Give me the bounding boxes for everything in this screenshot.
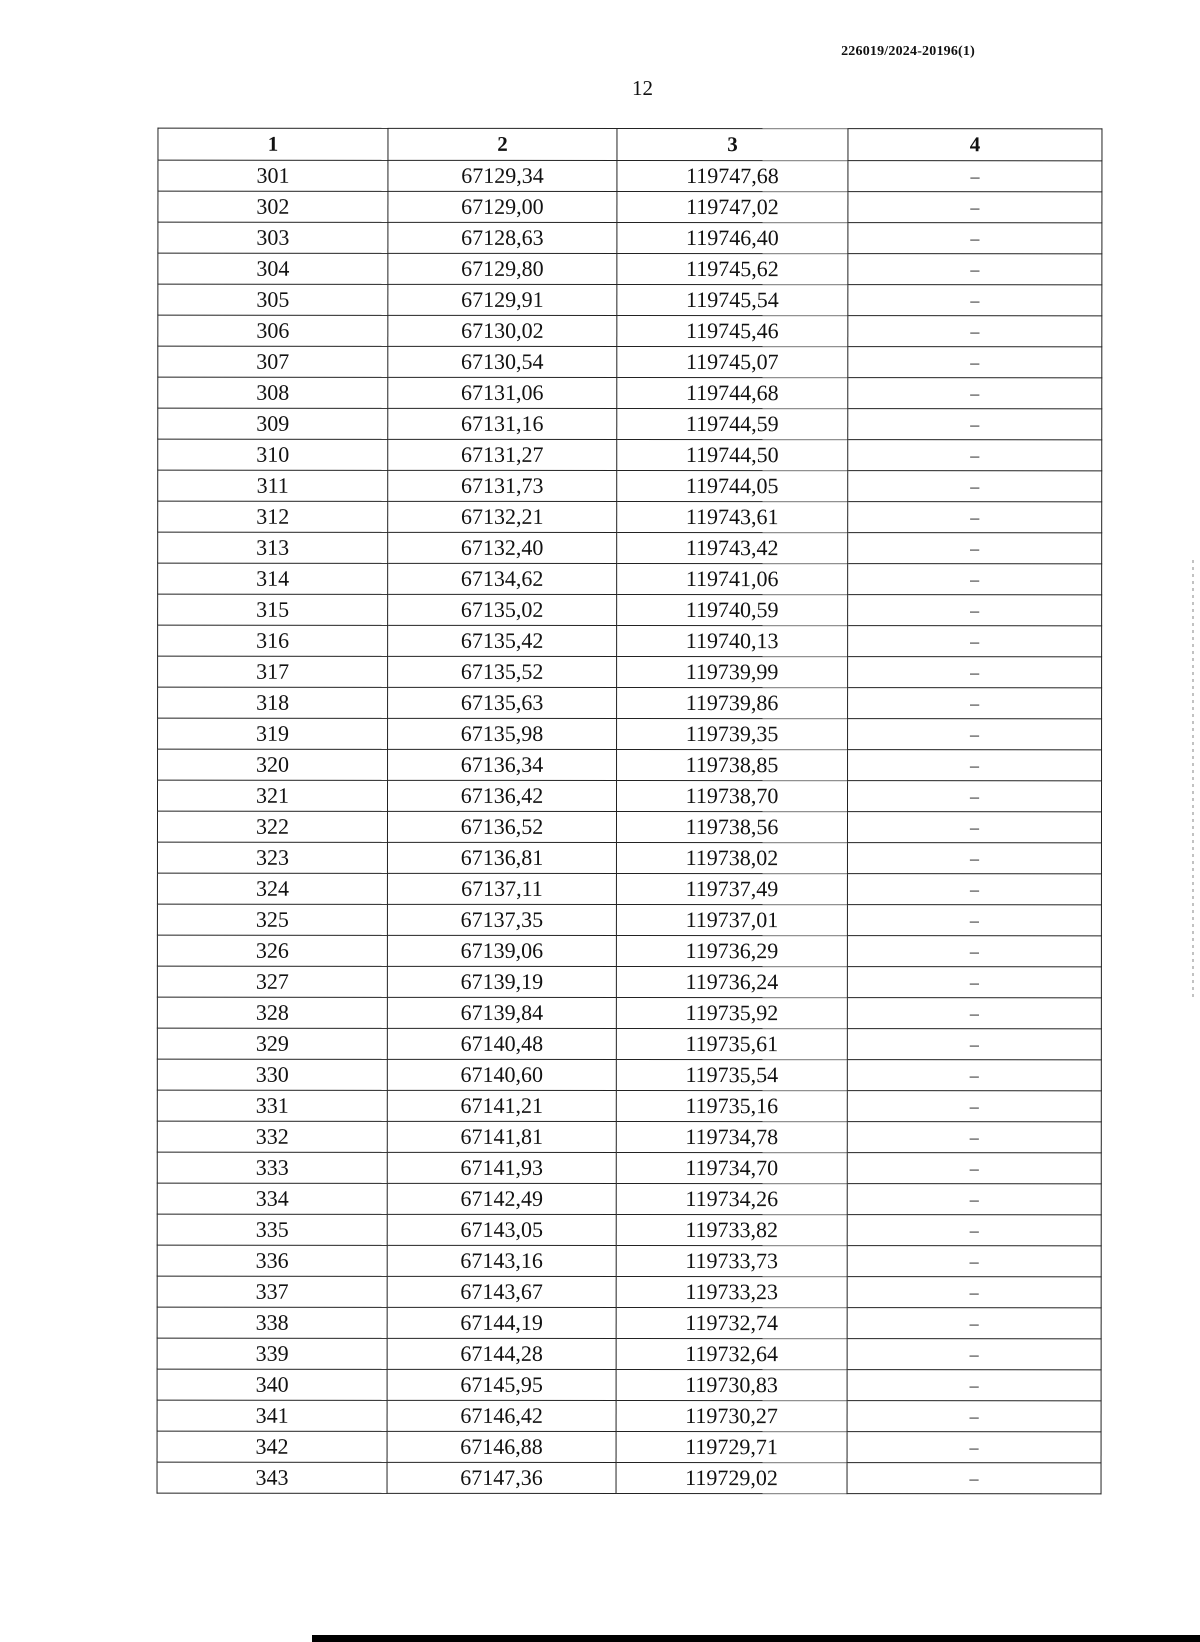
y-coordinate-cell: 119733,82 xyxy=(616,1214,847,1245)
table-row xyxy=(157,1369,1101,1401)
y-coordinate-cell: 119736,24 xyxy=(616,966,847,997)
column-4-cell: – xyxy=(847,1339,1101,1370)
column-4-cell: – xyxy=(848,595,1102,626)
table-row xyxy=(157,1059,1101,1091)
table-row xyxy=(158,749,1102,781)
column-4-cell: – xyxy=(847,1153,1101,1184)
table-row xyxy=(158,377,1102,409)
column-4-cell: – xyxy=(847,1246,1101,1277)
y-coordinate-cell: 119729,02 xyxy=(616,1462,847,1493)
table-row xyxy=(157,842,1101,874)
table-row xyxy=(158,160,1102,192)
column-4-cell: – xyxy=(848,471,1102,502)
x-coordinate-cell: 67131,16 xyxy=(388,408,617,439)
x-coordinate-cell: 67142,49 xyxy=(387,1183,616,1214)
y-coordinate-cell: 119733,23 xyxy=(616,1276,847,1307)
document-id: 226019/2024-20196(1) xyxy=(841,44,975,59)
y-coordinate-cell: 119729,71 xyxy=(616,1431,847,1462)
x-coordinate-cell: 67135,02 xyxy=(388,594,617,625)
point-number-cell: 332 xyxy=(157,1121,387,1152)
column-4-cell: – xyxy=(847,998,1101,1029)
column-4-cell: – xyxy=(847,1215,1101,1246)
point-number-cell: 324 xyxy=(157,873,387,904)
y-coordinate-cell: 119740,59 xyxy=(617,594,848,625)
y-coordinate-cell: 119738,85 xyxy=(617,749,848,780)
x-coordinate-cell: 67136,52 xyxy=(387,811,616,842)
x-coordinate-cell: 67129,91 xyxy=(388,284,617,315)
y-coordinate-cell: 119743,42 xyxy=(617,532,848,563)
column-header-3: 3 xyxy=(617,128,848,160)
point-number-cell: 333 xyxy=(157,1152,387,1183)
table-row xyxy=(158,439,1102,471)
column-4-cell: – xyxy=(847,843,1101,874)
x-coordinate-cell: 67131,27 xyxy=(388,439,617,470)
y-coordinate-cell: 119739,99 xyxy=(617,656,848,687)
point-number-cell: 337 xyxy=(157,1276,387,1307)
y-coordinate-cell: 119734,70 xyxy=(616,1152,847,1183)
table-row xyxy=(157,966,1101,998)
x-coordinate-cell: 67141,81 xyxy=(387,1121,616,1152)
column-4-cell: – xyxy=(848,254,1102,285)
y-coordinate-cell: 119735,16 xyxy=(616,1090,847,1121)
x-coordinate-cell: 67141,21 xyxy=(387,1090,616,1121)
y-coordinate-cell: 119738,56 xyxy=(616,811,847,842)
y-coordinate-cell: 119743,61 xyxy=(617,501,848,532)
table-row xyxy=(158,191,1102,223)
x-coordinate-cell: 67132,40 xyxy=(388,532,617,563)
column-4-cell: – xyxy=(848,533,1102,564)
x-coordinate-cell: 67136,81 xyxy=(387,842,616,873)
x-coordinate-cell: 67143,16 xyxy=(387,1245,616,1276)
point-number-cell: 304 xyxy=(158,253,388,284)
point-number-cell: 311 xyxy=(158,470,388,501)
table-row xyxy=(158,625,1102,657)
table-header-row xyxy=(158,128,1102,161)
table-row xyxy=(157,1338,1101,1370)
x-coordinate-cell: 67143,05 xyxy=(387,1214,616,1245)
column-4-cell: – xyxy=(847,1122,1101,1153)
table-row xyxy=(158,656,1102,688)
table-row xyxy=(158,594,1102,626)
point-number-cell: 314 xyxy=(158,563,388,594)
table-row xyxy=(157,873,1101,905)
x-coordinate-cell: 67134,62 xyxy=(388,563,617,594)
point-number-cell: 323 xyxy=(157,842,387,873)
column-4-cell: – xyxy=(848,192,1102,223)
table-row xyxy=(158,408,1102,440)
x-coordinate-cell: 67140,48 xyxy=(387,1028,616,1059)
table-row xyxy=(157,780,1101,812)
x-coordinate-cell: 67146,42 xyxy=(387,1400,616,1431)
column-4-cell: – xyxy=(848,719,1102,750)
x-coordinate-cell: 67140,60 xyxy=(387,1059,616,1090)
table-row xyxy=(158,501,1102,533)
table-row xyxy=(157,997,1101,1029)
table-row xyxy=(157,1307,1101,1339)
column-4-cell: – xyxy=(848,285,1102,316)
table-row xyxy=(157,935,1101,967)
point-number-cell: 342 xyxy=(157,1431,387,1462)
point-number-cell: 315 xyxy=(158,594,388,625)
y-coordinate-cell: 119745,62 xyxy=(617,253,848,284)
x-coordinate-cell: 67131,73 xyxy=(388,470,617,501)
y-coordinate-cell: 119746,40 xyxy=(617,222,848,253)
point-number-cell: 330 xyxy=(157,1059,387,1090)
y-coordinate-cell: 119744,05 xyxy=(617,470,848,501)
column-4-cell: – xyxy=(847,1432,1101,1463)
point-number-cell: 336 xyxy=(157,1245,387,1276)
column-4-cell: – xyxy=(848,626,1102,657)
y-coordinate-cell: 119741,06 xyxy=(617,563,848,594)
point-number-cell: 338 xyxy=(157,1307,387,1338)
table-row xyxy=(157,811,1101,843)
point-number-cell: 321 xyxy=(157,780,387,811)
x-coordinate-cell: 67144,28 xyxy=(387,1338,616,1369)
x-coordinate-cell: 67137,11 xyxy=(387,873,616,904)
point-number-cell: 322 xyxy=(157,811,387,842)
y-coordinate-cell: 119739,86 xyxy=(617,687,848,718)
y-coordinate-cell: 119734,26 xyxy=(616,1183,847,1214)
table-row xyxy=(158,470,1102,502)
point-number-cell: 341 xyxy=(157,1400,387,1431)
point-number-cell: 316 xyxy=(158,625,388,656)
point-number-cell: 331 xyxy=(157,1090,387,1121)
y-coordinate-cell: 119730,83 xyxy=(616,1369,847,1400)
table-row xyxy=(157,1245,1101,1277)
point-number-cell: 303 xyxy=(158,222,388,253)
point-number-cell: 328 xyxy=(157,997,387,1028)
x-coordinate-cell: 67130,02 xyxy=(388,315,617,346)
table-row xyxy=(157,1028,1101,1060)
point-number-cell: 339 xyxy=(157,1338,387,1369)
x-coordinate-cell: 67137,35 xyxy=(387,904,616,935)
point-number-cell: 307 xyxy=(158,346,388,377)
column-4-cell: – xyxy=(847,967,1101,998)
y-coordinate-cell: 119733,73 xyxy=(616,1245,847,1276)
x-coordinate-cell: 67141,93 xyxy=(387,1152,616,1183)
point-number-cell: 308 xyxy=(158,377,388,408)
y-coordinate-cell: 119730,27 xyxy=(616,1400,847,1431)
table-row xyxy=(158,315,1102,347)
column-4-cell: – xyxy=(848,657,1102,688)
column-4-cell: – xyxy=(847,1308,1101,1339)
x-coordinate-cell: 67130,54 xyxy=(388,346,617,377)
scan-edge-artifact xyxy=(1192,560,1194,1000)
table-row xyxy=(157,1121,1101,1153)
page-number: 12 xyxy=(632,76,653,100)
column-4-cell: – xyxy=(847,1184,1101,1215)
point-number-cell: 317 xyxy=(158,656,388,687)
x-coordinate-cell: 67128,63 xyxy=(388,222,617,253)
table-row xyxy=(158,532,1102,564)
coordinates-table xyxy=(157,128,1103,1495)
column-4-cell: – xyxy=(848,440,1102,471)
y-coordinate-cell: 119732,74 xyxy=(616,1307,847,1338)
column-4-cell: – xyxy=(848,502,1102,533)
table-row xyxy=(157,1276,1101,1308)
column-4-cell: – xyxy=(848,688,1102,719)
y-coordinate-cell: 119745,07 xyxy=(617,346,848,377)
column-4-cell: – xyxy=(847,936,1101,967)
x-coordinate-cell: 67129,34 xyxy=(388,160,617,191)
table-body xyxy=(157,160,1102,1494)
point-number-cell: 318 xyxy=(158,687,388,718)
y-coordinate-cell: 119735,92 xyxy=(616,997,847,1028)
column-4-cell: – xyxy=(847,1091,1101,1122)
column-4-cell: – xyxy=(847,905,1101,936)
column-4-cell: – xyxy=(848,316,1102,347)
table-row xyxy=(157,1431,1101,1463)
y-coordinate-cell: 119744,68 xyxy=(617,377,848,408)
column-4-cell: – xyxy=(847,812,1101,843)
column-4-cell: – xyxy=(847,1370,1101,1401)
column-4-cell: – xyxy=(847,781,1101,812)
y-coordinate-cell: 119745,54 xyxy=(617,284,848,315)
column-4-cell: – xyxy=(848,223,1102,254)
column-4-cell: – xyxy=(847,874,1101,905)
column-4-cell: – xyxy=(847,1401,1101,1432)
point-number-cell: 306 xyxy=(158,315,388,346)
y-coordinate-cell: 119744,50 xyxy=(617,439,848,470)
column-4-cell: – xyxy=(848,347,1102,378)
table-row xyxy=(157,1152,1101,1184)
point-number-cell: 327 xyxy=(157,966,387,997)
column-4-cell: – xyxy=(847,1463,1101,1494)
x-coordinate-cell: 67139,06 xyxy=(387,935,616,966)
y-coordinate-cell: 119740,13 xyxy=(617,625,848,656)
x-coordinate-cell: 67146,88 xyxy=(387,1431,616,1462)
point-number-cell: 326 xyxy=(157,935,387,966)
column-4-cell: – xyxy=(848,564,1102,595)
y-coordinate-cell: 119744,59 xyxy=(617,408,848,439)
point-number-cell: 305 xyxy=(158,284,388,315)
x-coordinate-cell: 67139,19 xyxy=(387,966,616,997)
column-4-cell: – xyxy=(848,161,1102,192)
x-coordinate-cell: 67145,95 xyxy=(387,1369,616,1400)
x-coordinate-cell: 67136,34 xyxy=(388,749,617,780)
point-number-cell: 325 xyxy=(157,904,387,935)
scan-bottom-bar xyxy=(312,1635,1200,1642)
x-coordinate-cell: 67132,21 xyxy=(388,501,617,532)
column-4-cell: – xyxy=(847,1277,1101,1308)
x-coordinate-cell: 67143,67 xyxy=(387,1276,616,1307)
column-header-2: 2 xyxy=(388,128,617,160)
column-header-1: 1 xyxy=(158,128,388,160)
point-number-cell: 334 xyxy=(157,1183,387,1214)
y-coordinate-cell: 119737,01 xyxy=(616,904,847,935)
column-header-4: 4 xyxy=(848,129,1102,161)
column-4-cell: – xyxy=(848,750,1102,781)
x-coordinate-cell: 67135,42 xyxy=(388,625,617,656)
table-row xyxy=(157,1183,1101,1215)
point-number-cell: 343 xyxy=(157,1462,387,1493)
y-coordinate-cell: 119736,29 xyxy=(616,935,847,966)
y-coordinate-cell: 119735,61 xyxy=(616,1028,847,1059)
column-4-cell: – xyxy=(848,409,1102,440)
y-coordinate-cell: 119738,70 xyxy=(616,780,847,811)
column-4-cell: – xyxy=(848,378,1102,409)
table-row xyxy=(158,346,1102,378)
point-number-cell: 312 xyxy=(158,501,388,532)
x-coordinate-cell: 67139,84 xyxy=(387,997,616,1028)
x-coordinate-cell: 67135,98 xyxy=(388,718,617,749)
point-number-cell: 340 xyxy=(157,1369,387,1400)
y-coordinate-cell: 119738,02 xyxy=(616,842,847,873)
point-number-cell: 301 xyxy=(158,160,388,191)
x-coordinate-cell: 67129,00 xyxy=(388,191,617,222)
x-coordinate-cell: 67136,42 xyxy=(387,780,616,811)
point-number-cell: 320 xyxy=(158,749,388,780)
table-row xyxy=(158,718,1102,750)
x-coordinate-cell: 67129,80 xyxy=(388,253,617,284)
column-4-cell: – xyxy=(847,1029,1101,1060)
point-number-cell: 309 xyxy=(158,408,388,439)
table-row xyxy=(157,1090,1101,1122)
y-coordinate-cell: 119745,46 xyxy=(617,315,848,346)
y-coordinate-cell: 119739,35 xyxy=(617,718,848,749)
point-number-cell: 335 xyxy=(157,1214,387,1245)
y-coordinate-cell: 119737,49 xyxy=(616,873,847,904)
y-coordinate-cell: 119747,02 xyxy=(617,191,848,222)
point-number-cell: 313 xyxy=(158,532,388,563)
x-coordinate-cell: 67147,36 xyxy=(387,1462,616,1493)
table-row xyxy=(158,563,1102,595)
point-number-cell: 319 xyxy=(158,718,388,749)
table-row xyxy=(158,222,1102,254)
point-number-cell: 310 xyxy=(158,439,388,470)
table-row xyxy=(158,284,1102,316)
table-row xyxy=(157,1214,1101,1246)
y-coordinate-cell: 119734,78 xyxy=(616,1121,847,1152)
x-coordinate-cell: 67135,52 xyxy=(388,656,617,687)
table-row xyxy=(157,1400,1101,1432)
x-coordinate-cell: 67135,63 xyxy=(388,687,617,718)
y-coordinate-cell: 119732,64 xyxy=(616,1338,847,1369)
x-coordinate-cell: 67144,19 xyxy=(387,1307,616,1338)
y-coordinate-cell: 119735,54 xyxy=(616,1059,847,1090)
table-row xyxy=(158,687,1102,719)
x-coordinate-cell: 67131,06 xyxy=(388,377,617,408)
y-coordinate-cell: 119747,68 xyxy=(617,160,848,191)
table-row xyxy=(157,1462,1101,1494)
point-number-cell: 302 xyxy=(158,191,388,222)
table-row xyxy=(158,253,1102,285)
table-row xyxy=(157,904,1101,936)
column-4-cell: – xyxy=(847,1060,1101,1091)
point-number-cell: 329 xyxy=(157,1028,387,1059)
